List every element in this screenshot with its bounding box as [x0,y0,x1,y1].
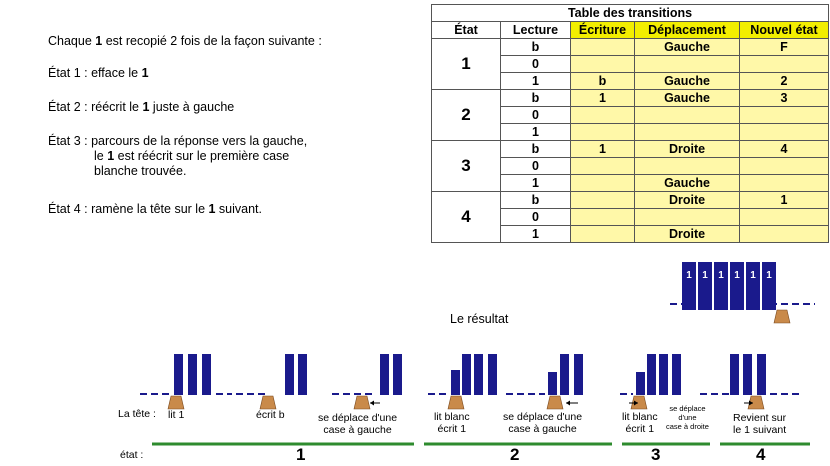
step-label [168,409,184,421]
tape-bar [757,354,766,395]
result-label: Le résultat [450,312,509,326]
lecture-cell: 1 [501,226,571,243]
etat-label: état : [120,449,144,461]
step-label [503,411,582,435]
tape-bar [574,354,583,395]
tape-bar [202,354,211,395]
nouvel-etat-cell: 2 [740,73,829,90]
lecture-cell: 0 [501,158,571,175]
state-cell: 2 [432,90,501,141]
step-label-line: se déplace d'une [503,411,583,423]
step-label-line: lit blanc [622,411,658,423]
step-label [666,404,709,431]
step-label [318,412,397,436]
state4-description: État 4 : ramène la tête sur le 1 suivant. [48,202,263,216]
lecture-cell: b [501,141,571,158]
result-tape-digit: 1 [702,270,708,281]
tape-bar [462,354,471,395]
header-lecture: Lecture [501,22,571,39]
tape-bar [636,372,645,395]
result-tape-digit: 1 [766,270,772,281]
tape-bar [174,354,183,395]
lecture-cell: 0 [501,209,571,226]
deplacement-cell: Gauche [635,39,740,56]
ecriture-cell: b [571,73,635,90]
step-label-line: se déplace d'une [318,412,398,424]
tape-bar [647,354,656,395]
arrowhead-icon [370,401,374,406]
result-tape-digit: 1 [686,270,692,281]
etat-number: 4 [756,445,766,464]
lecture-cell: b [501,39,571,56]
tape-bar [659,354,668,395]
step-label [434,411,470,435]
tape-head-icon [774,310,790,323]
ecriture-cell: 1 [571,90,635,107]
tape-bar [380,354,389,395]
step-label-line: écrit b [256,409,285,421]
tape-bar [548,372,557,395]
step-label [622,411,658,435]
deplacement-cell: Droite [635,226,740,243]
etat-number: 2 [510,445,520,464]
nouvel-etat-cell: 4 [740,141,829,158]
header-ecriture: Écriture [571,22,635,39]
step-label-line: écrit 1 [437,423,467,435]
step-label-line: lit blanc [434,411,470,423]
table-title: Table des transitions [432,5,829,22]
lecture-cell: 1 [501,175,571,192]
step-label-line: le 1 suivant [733,424,787,436]
tape-head-icon [354,396,370,409]
header-deplacement: Déplacement [635,22,740,39]
etat-number: 3 [651,445,661,464]
tape-head-icon [547,396,563,409]
step-label-line: d'une [678,413,697,422]
result-tape-digit: 1 [750,270,756,281]
tape-bar [451,370,460,395]
tape-head-icon [448,396,464,409]
tape-bar [393,354,402,395]
lecture-cell: b [501,192,571,209]
header-etat: État [432,22,501,39]
state2-description: État 2 : réécrit le 1 juste à gauche [48,100,235,114]
tape-bar [298,354,307,395]
step-label [256,409,285,421]
deplacement-cell: Gauche [635,175,740,192]
tape-head-icon [260,396,276,409]
step-label-line: se déplace [669,404,706,413]
state-cell: 4 [432,192,501,243]
etat-number: 1 [296,445,306,464]
lecture-cell: 0 [501,56,571,73]
tape-bar [474,354,483,395]
lecture-cell: 1 [501,124,571,141]
step-label [733,412,786,436]
deplacement-cell: Droite [635,192,740,209]
result-tape-digit: 1 [718,270,724,281]
result-tape-digit: 1 [734,270,740,281]
tape-head-icon [168,396,184,409]
tape-bar [488,354,497,395]
intro-text: Chaque 1 est recopié 2 fois de la façon suivante : [48,34,322,48]
lecture-cell: 0 [501,107,571,124]
deplacement-cell: Droite [635,141,740,158]
tape-bar [560,354,569,395]
deplacement-cell: Gauche [635,73,740,90]
step-label-line: case à gauche [508,423,577,435]
state1-description: État 1 : efface le 1 [48,66,149,80]
tape-bar [285,354,294,395]
tape-bar [672,354,681,395]
step-label-line: Revient sur [733,412,787,424]
la-tete-label: La tête : [118,408,156,420]
nouvel-etat-cell: 1 [740,192,829,209]
state3-description: État 3 : parcours de la réponse vers la gauche, le 1 est réécrit sur le première case blanche trouvée. [48,134,308,178]
step-label-line: écrit 1 [625,423,655,435]
header-nouvel-etat: Nouvel état [740,22,829,39]
lecture-cell: 1 [501,73,571,90]
tape-bar [188,354,197,395]
ecriture-cell: 1 [571,141,635,158]
deplacement-cell: Gauche [635,90,740,107]
step-label-line: case à droite [666,422,709,431]
step-label-line: lit 1 [168,409,185,421]
state-cell: 1 [432,39,501,90]
step-label-line: case à gauche [323,424,392,436]
state-cell: 3 [432,141,501,192]
tape-bar [743,354,752,395]
nouvel-etat-cell: 3 [740,90,829,107]
nouvel-etat-cell: F [740,39,829,56]
lecture-cell: b [501,90,571,107]
tape-bar [730,354,739,395]
arrowhead-icon [566,401,570,406]
